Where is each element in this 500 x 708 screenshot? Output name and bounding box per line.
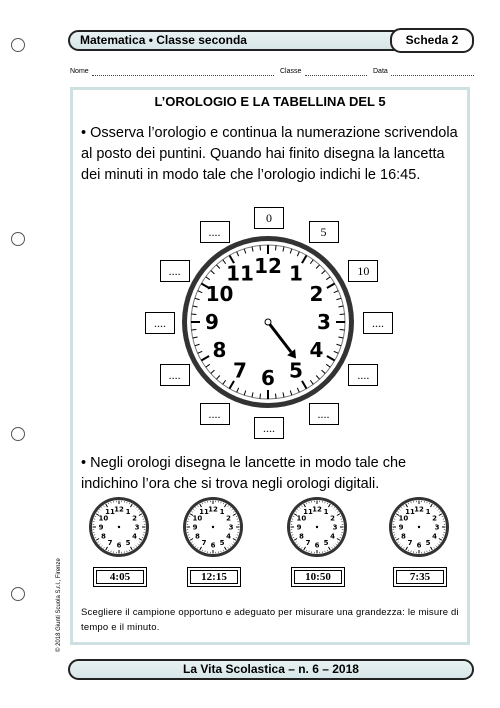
- digital-time-text: 10:50: [305, 571, 331, 583]
- minute-label-box[interactable]: ....: [309, 403, 339, 425]
- svg-text:5: 5: [323, 539, 329, 548]
- minute-label-box[interactable]: 0: [254, 207, 284, 229]
- digital-time-text: 12:15: [201, 571, 227, 583]
- hour-number: 5: [289, 358, 303, 383]
- minute-label-box[interactable]: ....: [200, 403, 230, 425]
- svg-text:1: 1: [425, 507, 431, 516]
- big-clock: [178, 232, 358, 416]
- minute-label-box[interactable]: 10: [348, 260, 378, 282]
- clock-tick: [191, 314, 196, 315]
- svg-text:5: 5: [219, 539, 225, 548]
- digital-time-display: [393, 567, 447, 587]
- svg-text:8: 8: [100, 532, 106, 541]
- subject-label: Matematica • Classe seconda: [80, 33, 247, 47]
- binder-hole: [11, 38, 25, 52]
- svg-text:3: 3: [434, 523, 440, 532]
- svg-text:7: 7: [107, 539, 113, 548]
- svg-text:9: 9: [98, 523, 104, 532]
- svg-text:11: 11: [199, 507, 209, 516]
- binder-hole: [11, 232, 25, 246]
- svg-text:6: 6: [116, 541, 122, 550]
- analog-clock: [388, 496, 450, 562]
- minute-label-box[interactable]: ....: [363, 312, 393, 334]
- svg-text:10: 10: [398, 514, 409, 523]
- svg-text:2: 2: [432, 514, 438, 523]
- svg-text:4: 4: [132, 532, 138, 541]
- svg-text:12: 12: [414, 505, 424, 514]
- svg-text:4: 4: [226, 532, 232, 541]
- svg-text:11: 11: [303, 507, 313, 516]
- learning-objective: Scegliere il campione opportuno e adeguato per misurare una grandezza: le misure di tempo e il minuto.: [81, 607, 459, 633]
- clock-center: [265, 319, 271, 325]
- binder-hole: [11, 427, 25, 441]
- svg-text:5: 5: [425, 539, 431, 548]
- analog-clock: [88, 496, 150, 562]
- svg-text:12: 12: [312, 505, 322, 514]
- svg-text:12: 12: [208, 505, 218, 514]
- minute-label-box[interactable]: ....: [254, 417, 284, 439]
- minute-label-box[interactable]: ....: [145, 312, 175, 334]
- svg-text:1: 1: [219, 507, 225, 516]
- svg-text:6: 6: [416, 541, 422, 550]
- clock-tick: [260, 394, 261, 399]
- name-field[interactable]: [92, 75, 274, 76]
- svg-text:12: 12: [114, 505, 124, 514]
- svg-text:7: 7: [201, 539, 207, 548]
- digital-time-text: 4:05: [109, 571, 131, 583]
- svg-text:6: 6: [210, 541, 216, 550]
- svg-text:10: 10: [296, 514, 307, 523]
- class-field[interactable]: [305, 75, 367, 76]
- sheet-label: Scheda 2: [390, 28, 474, 53]
- minute-label-box[interactable]: ....: [160, 364, 190, 386]
- big-clock-face: [178, 232, 358, 412]
- hour-number: 4: [309, 338, 324, 362]
- footer-bar: La Vita Scolastica – n. 6 – 2018: [68, 659, 474, 680]
- svg-text:2: 2: [132, 514, 138, 523]
- svg-text:2: 2: [330, 514, 336, 523]
- svg-text:2: 2: [226, 514, 232, 523]
- analog-clock: [182, 496, 244, 562]
- hour-number: 2: [309, 282, 324, 306]
- class-label: Classe: [280, 68, 302, 75]
- hour-number: 8: [212, 338, 227, 362]
- svg-text:3: 3: [228, 523, 234, 532]
- page-title: L’OROLOGIO E LA TABELLINA DEL 5: [154, 94, 386, 109]
- svg-text:4: 4: [432, 532, 438, 541]
- clock-tick: [276, 394, 277, 399]
- instruction-2: • Negli orologi disegna le lancette in modo tale che indichino l’ora che si trova negli orologi digitali.: [81, 455, 407, 492]
- hour-number: 9: [205, 310, 219, 334]
- clock-tick: [340, 314, 345, 315]
- clock-tick: [260, 245, 261, 250]
- hour-number: 6: [261, 366, 275, 390]
- analog-clock: [286, 496, 348, 562]
- hour-number: 1: [289, 261, 303, 286]
- svg-text:9: 9: [398, 523, 404, 532]
- svg-text:7: 7: [305, 539, 311, 548]
- digital-time-display: [291, 567, 345, 587]
- svg-text:8: 8: [194, 532, 200, 541]
- instruction-1: • Osserva l’orologio e continua la numerazione scrivendola al posto dei puntini. Quando hai finito disegna la lancetta dei minuti in modo tale che l’orologio indichi le 16:45.: [81, 125, 458, 183]
- svg-text:5: 5: [125, 539, 131, 548]
- hour-number: 12: [254, 254, 282, 278]
- clock-tick: [340, 330, 345, 331]
- digital-time-display: [187, 567, 241, 587]
- svg-text:1: 1: [125, 507, 131, 516]
- svg-text:11: 11: [405, 507, 415, 516]
- hour-number: 7: [233, 358, 247, 383]
- svg-text:10: 10: [192, 514, 203, 523]
- clock-tick: [276, 245, 277, 250]
- hour-number: 10: [205, 282, 234, 306]
- svg-text:6: 6: [314, 541, 320, 550]
- date-field[interactable]: [391, 75, 474, 76]
- svg-text:3: 3: [134, 523, 140, 532]
- copyright-note: © 2018 Giunti Scuola S.r.l., Firenze: [56, 558, 62, 652]
- svg-text:8: 8: [298, 532, 304, 541]
- minute-label-box[interactable]: ....: [160, 260, 190, 282]
- svg-text:9: 9: [296, 523, 302, 532]
- minute-label-box[interactable]: 5: [309, 221, 339, 243]
- binder-hole: [11, 587, 25, 601]
- svg-text:3: 3: [332, 523, 338, 532]
- svg-text:8: 8: [400, 532, 406, 541]
- minute-label-box[interactable]: ....: [348, 364, 378, 386]
- digital-time-display: [93, 567, 147, 587]
- digital-time-text: 7:35: [409, 571, 431, 583]
- svg-text:1: 1: [323, 507, 329, 516]
- svg-text:11: 11: [105, 507, 115, 516]
- date-label: Data: [373, 68, 388, 75]
- svg-text:4: 4: [330, 532, 336, 541]
- svg-text:7: 7: [407, 539, 413, 548]
- svg-text:9: 9: [192, 523, 198, 532]
- name-label: Nome: [70, 68, 89, 75]
- svg-text:10: 10: [98, 514, 109, 523]
- minute-label-box[interactable]: ....: [200, 221, 230, 243]
- clock-tick: [191, 330, 196, 331]
- hour-number: 3: [317, 310, 331, 334]
- hour-number: 11: [226, 261, 254, 286]
